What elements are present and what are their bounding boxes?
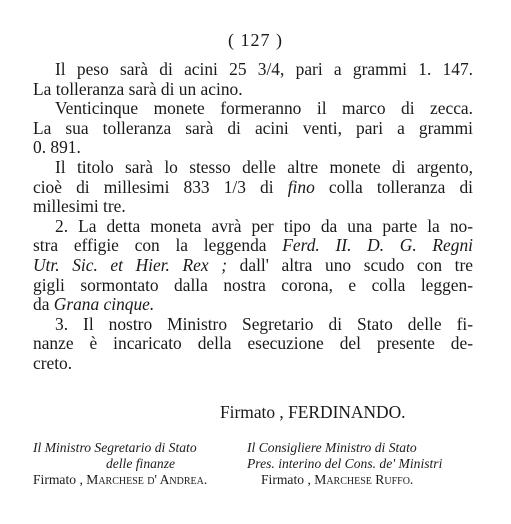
legend-inscription: Ferd. II. D. G. Regni [282, 235, 473, 256]
text-line: 2. La detta moneta avrà per tipo da una parte la no- [55, 215, 473, 236]
italic-term: fino [287, 176, 315, 197]
signature-label: Firmato , [220, 402, 284, 422]
countersign-signature [247, 472, 477, 488]
countersign-right [247, 440, 477, 489]
text-fragment: colla tolleranza di [328, 176, 474, 197]
text-line: 0. 891. [33, 137, 81, 158]
text-line: La tolleranza sarà di un acino. [33, 78, 243, 99]
legend-inscription: Grana cinque. [53, 294, 155, 315]
text-line: Il titolo sarà lo stesso delle altre monete di argento, [55, 156, 473, 177]
text-line: La sua tolleranza sarà di acini venti, pari a grammi [33, 117, 473, 138]
text-line: gigli sormontato dalla nostra corona, e colla leggen- [33, 274, 473, 295]
text-line [33, 256, 473, 276]
text-fragment: dall' altra uno scudo con tre [239, 254, 474, 275]
text-line [33, 295, 473, 315]
countersign-title: Pres. interino del Cons. de' Ministri [247, 456, 443, 472]
signature-name: FERDINANDO. [288, 402, 406, 422]
page-number: ( 127 ) [228, 30, 283, 50]
text-line [33, 178, 473, 198]
text-fragment: cioè di millesimi 833 1/3 di [33, 176, 274, 197]
signature-label: Firmato , [33, 472, 83, 488]
text-line: 3. Il nostro Ministro Segretario di Stato delle fi- [55, 313, 473, 334]
text-line: Il peso sarà di acini 25 3/4, pari a grammi 1. 147. [55, 59, 473, 79]
legend-inscription: Utr. Sic. et Hier. Rex ; [33, 254, 228, 275]
decree-body [33, 60, 473, 374]
signature-name: Marchese Ruffo. [314, 472, 414, 488]
text-fragment: stra effigie con la leggenda [33, 235, 267, 256]
text-line: millesimi tre. [33, 196, 126, 217]
countersign-title: Il Ministro Segretario di Stato [33, 440, 197, 455]
signature-label: Firmato , [261, 472, 311, 488]
text-line: nanze è incaricato della esecuzione del presente de- [33, 333, 473, 354]
countersign-signature [33, 472, 248, 488]
text-fragment: da [33, 294, 50, 315]
text-line: creto. [33, 352, 73, 373]
signature-name: Marchese d' Andrea. [86, 472, 208, 488]
text-line: Venticinque monete formeranno il marco di zecca. [55, 98, 473, 119]
countersign-title: delle finanze [105, 456, 176, 472]
countersign-title: Il Consigliere Ministro di Stato [247, 440, 417, 455]
text-line [33, 236, 473, 256]
countersign-left [33, 440, 248, 489]
